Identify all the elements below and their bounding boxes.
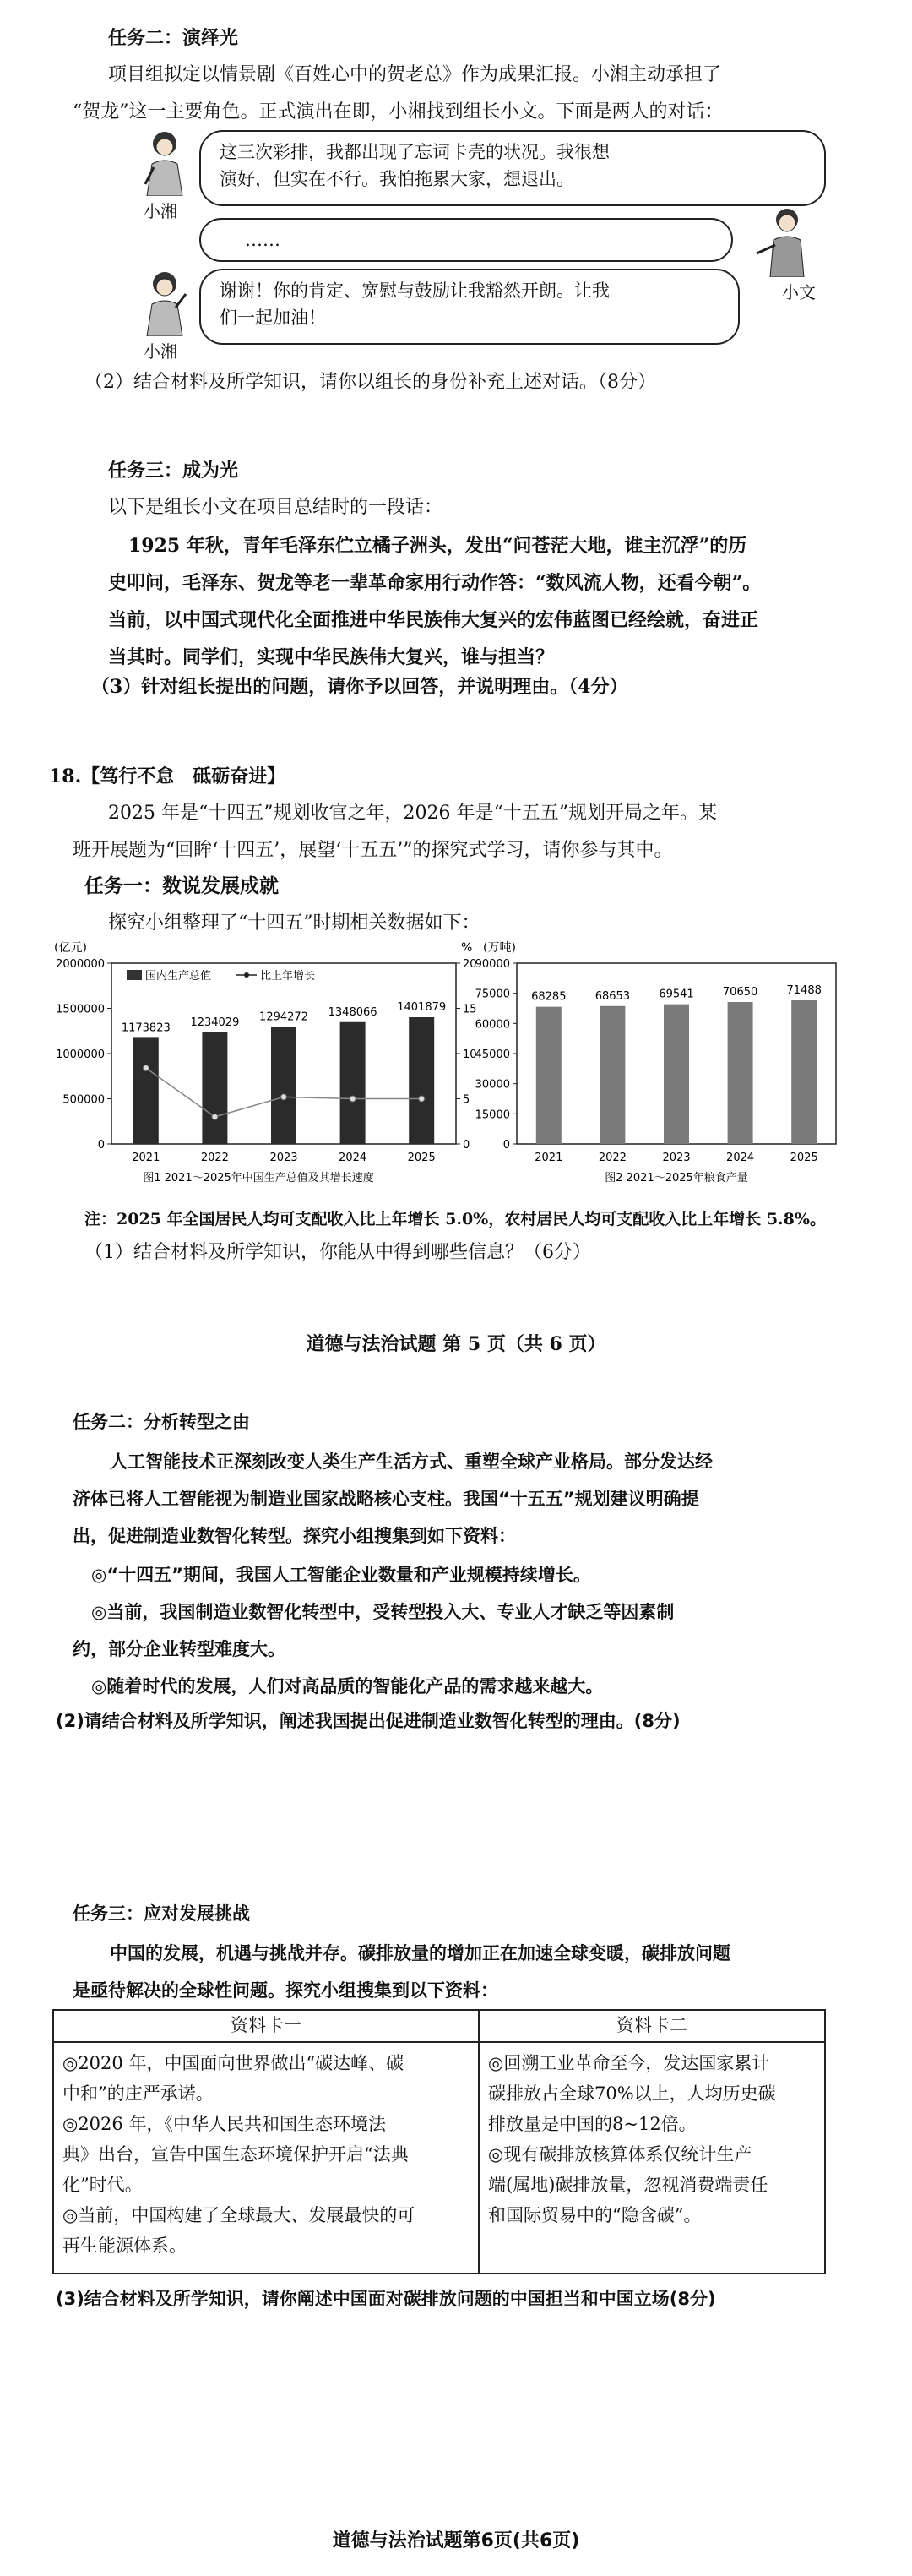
p6-task3-text [73, 1935, 730, 2009]
chart2-tick-label: 0 [502, 1139, 510, 1152]
task2-intro-line1: 项目组拟定以情景剧《百姓心中的贺老总》作为成果汇报。小湘主动承担了 [108, 64, 722, 85]
card2-line-1: ◎回溯工业革命至今，发达国家累计 [488, 2053, 770, 2073]
q18-intro-line1: 2025 年是“十四五”规划收官之年，2026 年是“十五五”规划开局之年。某 [108, 803, 717, 824]
p6-bullets [73, 1556, 674, 1705]
question-3: （3）针对组长提出的问题，请你予以回答，并说明理由。（4分） [91, 676, 628, 698]
q18-intro-line2: 班开展题为“回眸‘十四五’，展望‘十五五’”的探究式学习，请你参与其中。 [73, 840, 673, 861]
xiaowen-label: 小文 [782, 282, 816, 302]
p6-bullet-1: ◎“十四五”期间，我国人工智能企业数量和产业规模持续增长。 [91, 1565, 591, 1585]
chart1-left-tick-label: 2000000 [56, 958, 105, 971]
p6-question-2: (2)请结合材料及所学知识，阐述我国提出促进制造业数智化转型的理由。(8分) [56, 1711, 681, 1731]
chart2-tick-label: 60000 [475, 1018, 510, 1032]
chart1-left-tick-label: 0 [97, 1139, 105, 1152]
card2-line-3: 排放量是中国的8~12倍。 [488, 2114, 697, 2134]
task3-quote [108, 527, 761, 676]
page-6-footer: 道德与法治试题第6页(共6页) [332, 2530, 580, 2551]
charts-area [47, 939, 875, 1196]
card1-body [53, 2042, 479, 2274]
xiaowen-figure [752, 206, 819, 280]
quote-line-4: 当其时。同学们，实现中华民族伟大复兴，谁与担当？ [108, 646, 555, 668]
dialogue-bubble-2 [199, 218, 733, 262]
chart2-tick-label: 15000 [475, 1108, 510, 1122]
p6-task2-line-3: 出，促进制造业数智化转型。探究小组搜集到如下资料： [73, 1526, 516, 1546]
task2-title: 任务二：演绎光 [108, 27, 239, 49]
chart1-ylabel-right: % [461, 941, 473, 955]
chart1-right-tick-label: 15 [463, 1003, 477, 1016]
question-1: （1）结合材料及所学知识，你能从中得到哪些信息？（6分） [84, 1242, 591, 1263]
chart2-tick-label: 90000 [475, 958, 510, 971]
chart1-bar-value-label: 1294272 [259, 1010, 308, 1024]
chart1-bar-value-label: 1234029 [190, 1016, 240, 1029]
card2-line-2: 碳排放占全球70%以上，人均历史碳 [488, 2083, 776, 2104]
chart1-legend-bar-swatch [127, 970, 142, 980]
chart1-growth-point [143, 1065, 149, 1071]
chart2-bar-value-label: 69541 [659, 988, 694, 1001]
q18-heading: 18.【笃行不怠 砥砺奋进】 [49, 765, 286, 787]
bubble3-line2: 们一起加油！ [220, 308, 326, 328]
xiaoxiang-figure-1 [135, 128, 194, 199]
chart1-right-tick-label: 5 [463, 1093, 470, 1107]
card2-title: 资料卡二 [479, 2010, 825, 2042]
p6-bullet-2: ◎当前，我国制造业数智化转型中，受转型投入大、专业人才缺乏等因素制 [91, 1602, 675, 1622]
chart1-bar-value-label: 1173823 [121, 1021, 171, 1035]
chart1-growth-point [350, 1096, 356, 1102]
chart2-tick-label: 45000 [475, 1048, 510, 1061]
xiaoxiang-label-1: 小湘 [144, 201, 177, 221]
p6-bullet-3: ◎随着时代的发展，人们对高品质的智能化产品的需求越来越大。 [91, 1676, 604, 1696]
chart1-legend-line-label: 比上年增长 [260, 970, 316, 983]
chart1-left-tick-label: 1500000 [56, 1003, 105, 1016]
chart1-right-tick-label: 0 [463, 1139, 470, 1152]
charts-svg [47, 939, 875, 1193]
chart2-bar-value-label: 70650 [722, 986, 758, 999]
chart2-x-tick-label: 2022 [598, 1152, 627, 1164]
chart1-left-tick-label: 1000000 [56, 1048, 105, 1061]
chart1-right-tick-label: 20 [463, 958, 477, 971]
chart1-x-tick-label: 2024 [339, 1152, 367, 1164]
chart1-bar [133, 1037, 159, 1144]
bubble1-line2: 演好，但实在不行。我怕拖累大家，想退出。 [220, 169, 574, 189]
bubble2-text: …… [245, 230, 280, 250]
card2-line-6: 和国际贸易中的“隐含碳”。 [488, 2205, 702, 2225]
quote-line-2: 史叩问，毛泽东、贺龙等老一辈革命家用行动作答：“数风流人物，还看今朝”。 [108, 572, 762, 594]
resource-cards [52, 2009, 826, 2274]
chart1-caption: 图1 2021～2025年中国生产总值及其增长速度 [143, 1172, 374, 1185]
p6-task3-title: 任务三：应对发展挑战 [73, 1903, 250, 1924]
chart2-bar [728, 1002, 753, 1144]
p6-question-3: (3)结合材料及所学知识，请你阐述中国面对碳排放问题的中国担当和中国立场(8分) [56, 2289, 716, 2309]
dialogue-bubble-1 [199, 130, 826, 206]
question-2: （2）结合材料及所学知识，请你以组长的身份补充上述对话。（8分） [84, 372, 656, 393]
xiaoxiang-figure-2 [135, 269, 194, 340]
chart2-bar-value-label: 68285 [531, 990, 567, 1004]
p6-task3-line-2: 是亟待解决的全球性问题。探究小组搜集到以下资料： [73, 1980, 498, 2001]
chart2-ylabel: (万吨) [483, 941, 516, 955]
chart2-x-tick-label: 2023 [662, 1152, 691, 1164]
card1-line-5: 化”时代。 [62, 2175, 143, 2195]
task2-intro-line2: “贺龙”这一主要角色。正式演出在即，小湘找到组长小文。下面是两人的对话： [73, 101, 724, 123]
task1-intro: 探究小组整理了“十四五”时期相关数据如下： [108, 912, 480, 934]
chart1-legend-bar-label: 国内生产总值 [145, 970, 212, 983]
chart2-x-tick-label: 2025 [790, 1152, 818, 1164]
chart1-right-tick-label: 10 [463, 1048, 477, 1061]
xiaoxiang-label-2: 小湘 [144, 341, 177, 362]
p6-task2-text [73, 1443, 713, 1555]
chart1-growth-point [419, 1096, 425, 1102]
quote-line-3: 当前，以中国式现代化全面推进中华民族伟大复兴的宏伟蓝图已经绘就，奋进正 [108, 609, 759, 631]
p6-task2-line-1: 人工智能技术正深刻改变人类生产生活方式、重塑全球产业格局。部分发达经 [110, 1451, 713, 1472]
task3-title: 任务三：成为光 [108, 460, 239, 482]
p6-task2-title: 任务二：分析转型之由 [73, 1412, 250, 1432]
chart1-x-tick-label: 2022 [200, 1152, 229, 1164]
p6-task3-line-1: 中国的发展，机遇与挑战并存。碳排放量的增加正在加速全球变暖，碳排放问题 [110, 1943, 730, 1963]
chart2-x-tick-label: 2024 [726, 1152, 755, 1164]
chart2-bar [664, 1005, 689, 1144]
chart1-bar [409, 1017, 434, 1144]
chart2-bar-value-label: 71488 [786, 984, 822, 998]
chart2-x-tick-label: 2021 [535, 1152, 563, 1164]
chart1-bar-value-label: 1348066 [328, 1005, 377, 1019]
bubble3-line1: 谢谢！你的肯定、宽慰与鼓励让我豁然开朗。让我 [220, 280, 610, 301]
task3-intro: 以下是组长小文在项目总结时的一段话： [108, 497, 443, 518]
card1-line-3: ◎2026 年，《中华人民共和国生态环境法 [62, 2114, 386, 2134]
p6-bullet-2-cont: 约，部分企业转型难度大。 [73, 1639, 285, 1659]
chart2-tick-label: 75000 [475, 988, 510, 1001]
chart2-bar-value-label: 68653 [594, 989, 631, 1003]
p6-task2-line-2: 济体已将人工智能视为制造业国家战略核心支柱。我国“十五五”规划建议明确提 [73, 1489, 699, 1509]
chart1-bar-value-label: 1401879 [397, 1000, 447, 1014]
chart1-bar [271, 1027, 296, 1144]
card2-line-5: 端(属地)碳排放量，忽视消费端责任 [488, 2175, 768, 2195]
chart2-bar [600, 1006, 625, 1144]
dialogue-bubble-3 [199, 269, 740, 345]
chart1-x-tick-label: 2021 [132, 1152, 160, 1164]
card1-line-7: 再生能源体系。 [62, 2236, 187, 2256]
page-5-footer: 道德与法治试题 第 5 页（共 6 页） [306, 1333, 606, 1355]
chart-note: 注：2025 年全国居民人均可支配收入比上年增长 5.0%，农村居民人均可支配收入比上年增长 5.8%。 [84, 1210, 826, 1228]
chart1-ylabel-left: (亿元) [54, 941, 87, 955]
card2-body [479, 2042, 825, 2274]
chart1-left-tick-label: 500000 [62, 1093, 105, 1107]
card1-line-2: 中和”的庄严承诺。 [62, 2083, 214, 2104]
card1-title: 资料卡一 [53, 2010, 479, 2042]
chart1-x-tick-label: 2025 [407, 1152, 436, 1164]
chart1-bar [202, 1032, 227, 1144]
quote-line-1: 1925 年秋，青年毛泽东伫立橘子洲头，发出“问苍茫大地，谁主沉浮”的历 [128, 535, 747, 557]
chart1-legend-line-marker [244, 972, 249, 978]
chart2-bar [536, 1007, 562, 1144]
chart1-growth-point [281, 1094, 287, 1100]
card1-line-6: ◎当前，中国构建了全球最大、发展最快的可 [62, 2205, 415, 2225]
bubble1-line1: 这三次彩排，我都出现了忘词卡壳的状况。我很想 [220, 142, 610, 162]
chart1-x-tick-label: 2023 [269, 1152, 298, 1164]
chart2-caption: 图2 2021～2025年粮食产量 [605, 1172, 748, 1185]
chart1-growth-point [212, 1114, 218, 1119]
chart1-bar [340, 1022, 366, 1144]
card2-line-4: ◎现有碳排放核算体系仅统计生产 [488, 2144, 752, 2165]
chart2-tick-label: 30000 [475, 1078, 510, 1092]
card1-line-4: 典》出台，宣告中国生态环境保护开启“法典 [62, 2144, 409, 2165]
task1-title: 任务一：数说发展成就 [84, 874, 279, 897]
chart2-bar [791, 1000, 817, 1144]
card1-line-1: ◎2020 年，中国面向世界做出“碳达峰、碳 [62, 2053, 404, 2073]
